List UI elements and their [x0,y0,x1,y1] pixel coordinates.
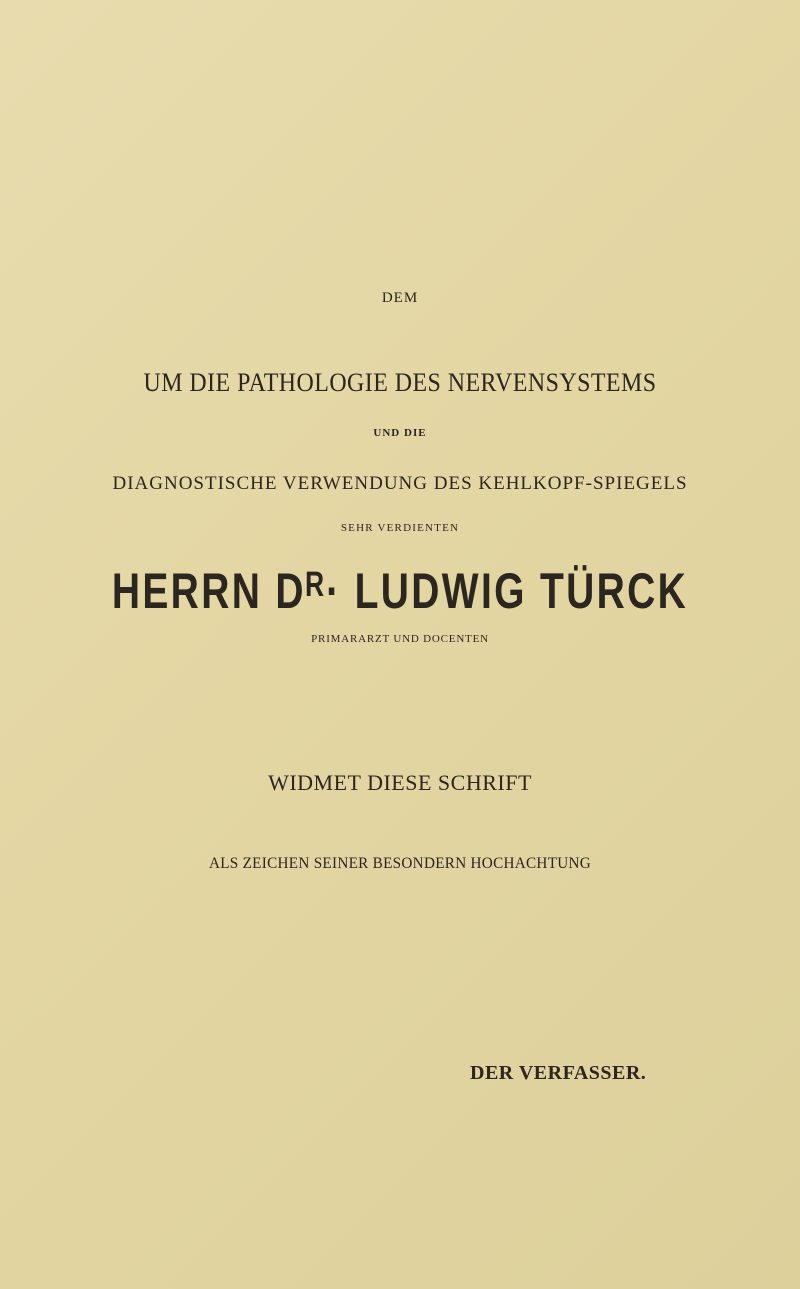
dedicatee-position: PRIMARARZT UND DOCENTEN [311,633,489,645]
dedication-author: DER VERFASSER. [470,1062,647,1084]
dedication-zeichen: ALS ZEICHEN SEINER BESONDERN HOCHACHTUNG [208,855,592,872]
dedication-sehr-verdienten: SEHR VERDIENTEN [340,522,460,534]
dedication-dem: DEM [381,290,419,306]
dedication-title-line-1: UM DIE PATHOLOGIE DES NERVENSYSTEMS [143,368,657,397]
dedication-widmet: WIDMET DIESE SCHRIFT [268,770,532,795]
dedication-und-die: UND DIE [373,427,427,439]
dedication-title-line-2: DIAGNOSTISCHE VERWENDUNG DES KEHLKOPF-SPIEGELS [112,473,688,494]
dedicatee-name: HERRN Dᴿ· LUDWIG TÜRCK [111,563,689,619]
